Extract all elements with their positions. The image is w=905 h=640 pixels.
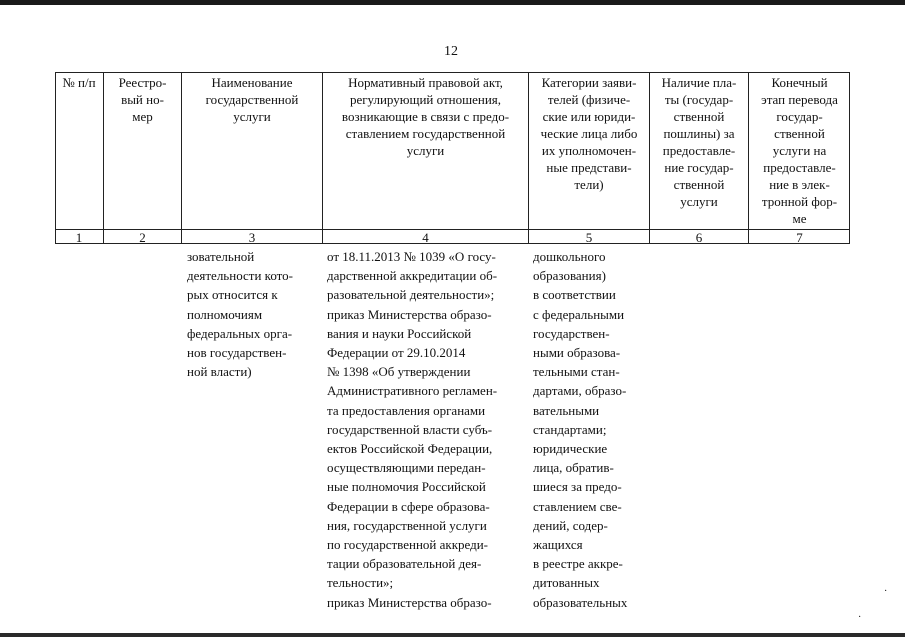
service-name-text: зовательной деятельности кото- рых относится к полномочиям федеральных орга- нов государствен- ной власти) [187,249,293,380]
column-header-4: Нормативный правовой акт, регулирующий отношения, возникающие в связи с предо- ставлением государственной услуги [341,75,510,158]
column-number-6: 6 [695,230,703,245]
column-number-7: 7 [796,230,803,245]
scan-top-border [0,0,905,5]
scan-speck: · [858,612,862,623]
scan-bottom-border [0,633,905,637]
column-header-3: Наименование государственной услуги [205,75,299,124]
column-number-1: 1 [75,230,83,245]
column-number-5: 5 [585,230,593,245]
legal-act-text: от 18.11.2013 № 1039 «О госу- дарственной аккредитации об- разовательной деятельности»; приказ Министерства образо- вания и науки Российской Федерации от 29.10.2014 № 1398 «Об утверждении Административного регламен- та предоставления органами государственной власти субъ- ектов Российской Федерации, осуществляющими передан- ные полномочия Российской Федерации в сфере образова- ния, государственной услуги по государственной аккреди- тации образовательной дея- тельности»; приказ Министерства образо- [327,249,498,610]
column-number-3: 3 [248,230,256,245]
column-header-2: Реестро- вый но- мер [118,75,167,124]
column-number-2: 2 [139,230,146,245]
applicant-category-text: дошкольного образования) в соответствии с федеральными государствен- ными образова- тельными стан- дартами, образо- вательными стандартами; юридические лица, обратив- шиеся за предо- ставлением све- дений, содер- жащихся в реестре аккре- дитованных образовательных [533,249,628,610]
column-header-1: № п/п [62,75,96,90]
column-number-4: 4 [422,230,429,245]
column-header-5: Категории заяви- телей (физиче- ские или юриди- ческие лица либо их уполномочен- ные представи- тели) [540,75,638,192]
scan-speck: · [884,586,888,597]
column-header-7: Конечный этап перевода государ- ственной услуги на предоставле- ние в элек- тронной фор- ме [761,75,838,226]
page-number: 12 [444,44,458,59]
column-header-6: Наличие пла- ты (государ- ственной пошлины) за предоставле- ние государ- ственной услуги [661,75,737,209]
